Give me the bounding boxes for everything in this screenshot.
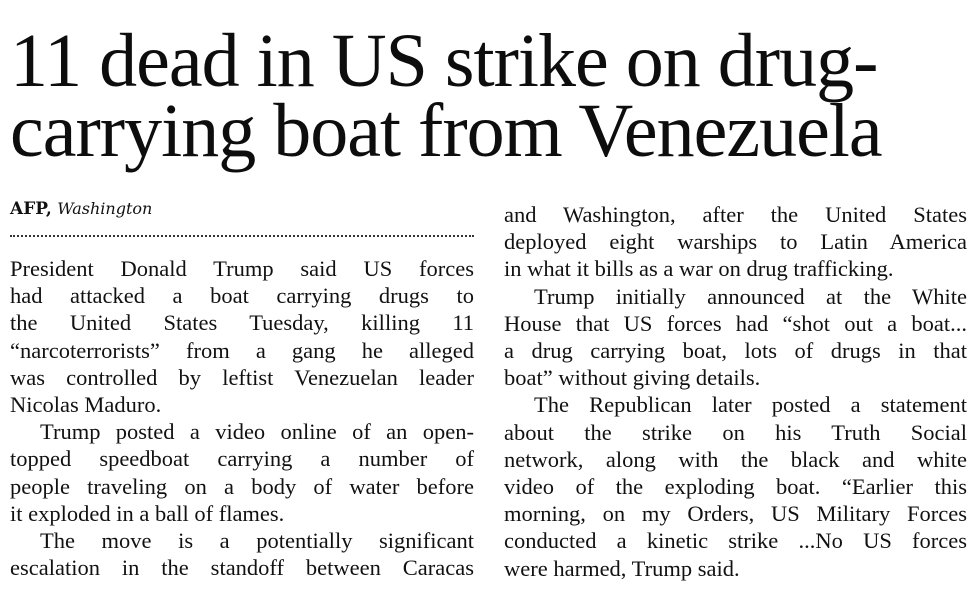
article-line: House that US forces had “shot out a boat...	[504, 310, 967, 336]
article-line: President Donald Trump said US forces	[10, 256, 474, 281]
article-line: escalation in the standoff between Caracas	[10, 555, 474, 581]
article-line: deployed eight warships to Latin America	[504, 229, 967, 255]
article-line: and Washington, after the United States	[504, 202, 967, 227]
article-line: conducted a kinetic strike ...No US forces	[504, 528, 967, 554]
article-line: about the strike on his Truth Social	[504, 419, 967, 445]
article-line: in what it bills as a war on drug trafficking.	[504, 256, 894, 282]
article-line: were harmed, Trump said.	[504, 555, 740, 581]
headline-line: 11 dead in US strike on drug-	[10, 19, 878, 103]
article-line: people traveling on a body of water before	[10, 473, 474, 499]
headline	[10, 19, 970, 173]
article-line: a drug carrying boat, lots of drugs in that	[504, 338, 967, 364]
article-line: Trump initially announced at the White	[534, 283, 967, 309]
article-line: the United States Tuesday, killing 11	[10, 310, 474, 336]
article-line: video of the exploding boat. “Earlier this	[504, 474, 967, 500]
article-column-right	[504, 201, 967, 582]
article-line: Trump posted a video online of an open-	[40, 419, 474, 445]
article-column-left	[10, 255, 474, 581]
article-line: “narcoterrorists” from a gang he alleged	[10, 337, 474, 363]
article-line: Nicolas Maduro.	[10, 392, 162, 418]
article-line: had attacked a boat carrying drugs to	[10, 283, 474, 309]
byline	[10, 198, 152, 220]
article-line: The move is a potentially significant	[40, 528, 474, 554]
byline-location: Washington	[57, 199, 153, 218]
headline-line: carrying boat from Venezuela	[10, 89, 882, 173]
article-line: morning, on my Orders, US Military Forces	[504, 501, 967, 527]
article-line: it exploded in a ball of flames.	[10, 500, 285, 526]
article-line: boat” without giving details.	[504, 365, 761, 391]
dotted-divider	[10, 235, 474, 237]
article-line: network, along with the black and white	[504, 446, 967, 472]
article-line: was controlled by leftist Venezuelan leader	[10, 364, 474, 390]
article-line: The Republican later posted a statement	[534, 392, 967, 418]
article-line: topped speedboat carrying a number of	[10, 446, 474, 472]
byline-agency: AFP,	[10, 199, 52, 219]
